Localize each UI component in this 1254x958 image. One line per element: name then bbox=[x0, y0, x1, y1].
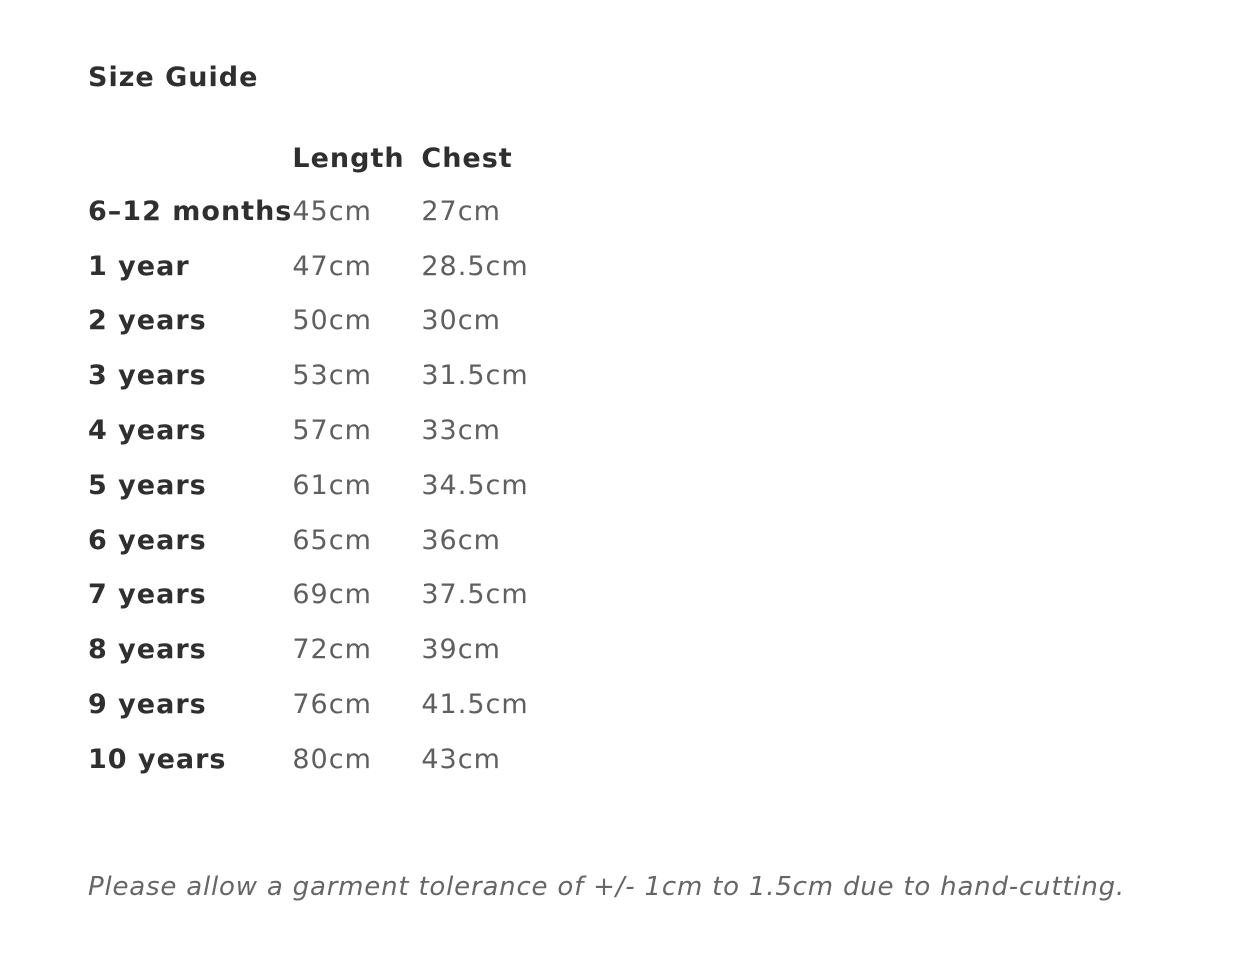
length-value: 45cm bbox=[292, 195, 372, 227]
length-value: 47cm bbox=[292, 250, 372, 282]
length-value: 69cm bbox=[292, 579, 372, 611]
table-header-row bbox=[88, 132, 581, 184]
table-row bbox=[88, 348, 581, 403]
size-label: 8 years bbox=[88, 634, 207, 666]
size-label: 3 years bbox=[88, 360, 207, 392]
chest-value: 28.5cm bbox=[421, 250, 529, 282]
length-value: 61cm bbox=[292, 469, 372, 501]
length-value: 50cm bbox=[292, 305, 372, 337]
size-label: 9 years bbox=[88, 689, 207, 721]
size-label: 7 years bbox=[88, 579, 207, 611]
chest-value: 33cm bbox=[421, 415, 501, 447]
length-value: 57cm bbox=[292, 415, 372, 447]
chest-value: 34.5cm bbox=[421, 469, 529, 501]
page-title: Size Guide bbox=[88, 62, 259, 93]
table-row bbox=[88, 622, 581, 677]
size-label: 5 years bbox=[88, 469, 207, 501]
length-value: 65cm bbox=[292, 524, 372, 556]
size-label: 10 years bbox=[88, 743, 227, 775]
size-label: 6 years bbox=[88, 524, 207, 556]
chest-value: 39cm bbox=[421, 634, 501, 666]
table-row bbox=[88, 568, 581, 623]
length-value: 80cm bbox=[292, 743, 372, 775]
chest-value: 43cm bbox=[421, 743, 501, 775]
table-row bbox=[88, 184, 581, 239]
length-value: 53cm bbox=[292, 360, 372, 392]
table-row bbox=[88, 458, 581, 513]
header-size bbox=[88, 132, 292, 184]
length-value: 72cm bbox=[292, 634, 372, 666]
table-row bbox=[88, 732, 581, 787]
chest-value: 27cm bbox=[421, 195, 501, 227]
chest-value: 31.5cm bbox=[421, 360, 529, 392]
table-row bbox=[88, 294, 581, 349]
header-length: Length bbox=[292, 142, 405, 174]
tolerance-note: Please allow a garment tolerance of +/- 1cm to 1.5cm due to hand-cutting. bbox=[88, 872, 1125, 902]
size-label: 4 years bbox=[88, 415, 207, 447]
header-chest: Chest bbox=[421, 142, 513, 174]
size-label: 1 year bbox=[88, 250, 190, 282]
table-row bbox=[88, 677, 581, 732]
chest-value: 30cm bbox=[421, 305, 501, 337]
table-row bbox=[88, 403, 581, 458]
table-row bbox=[88, 513, 581, 568]
size-label: 2 years bbox=[88, 305, 207, 337]
chest-value: 36cm bbox=[421, 524, 501, 556]
chest-value: 41.5cm bbox=[421, 689, 529, 721]
chest-value: 37.5cm bbox=[421, 579, 529, 611]
size-table bbox=[88, 132, 581, 787]
table-row bbox=[88, 239, 581, 294]
size-label: 6–12 months bbox=[88, 195, 293, 227]
length-value: 76cm bbox=[292, 689, 372, 721]
